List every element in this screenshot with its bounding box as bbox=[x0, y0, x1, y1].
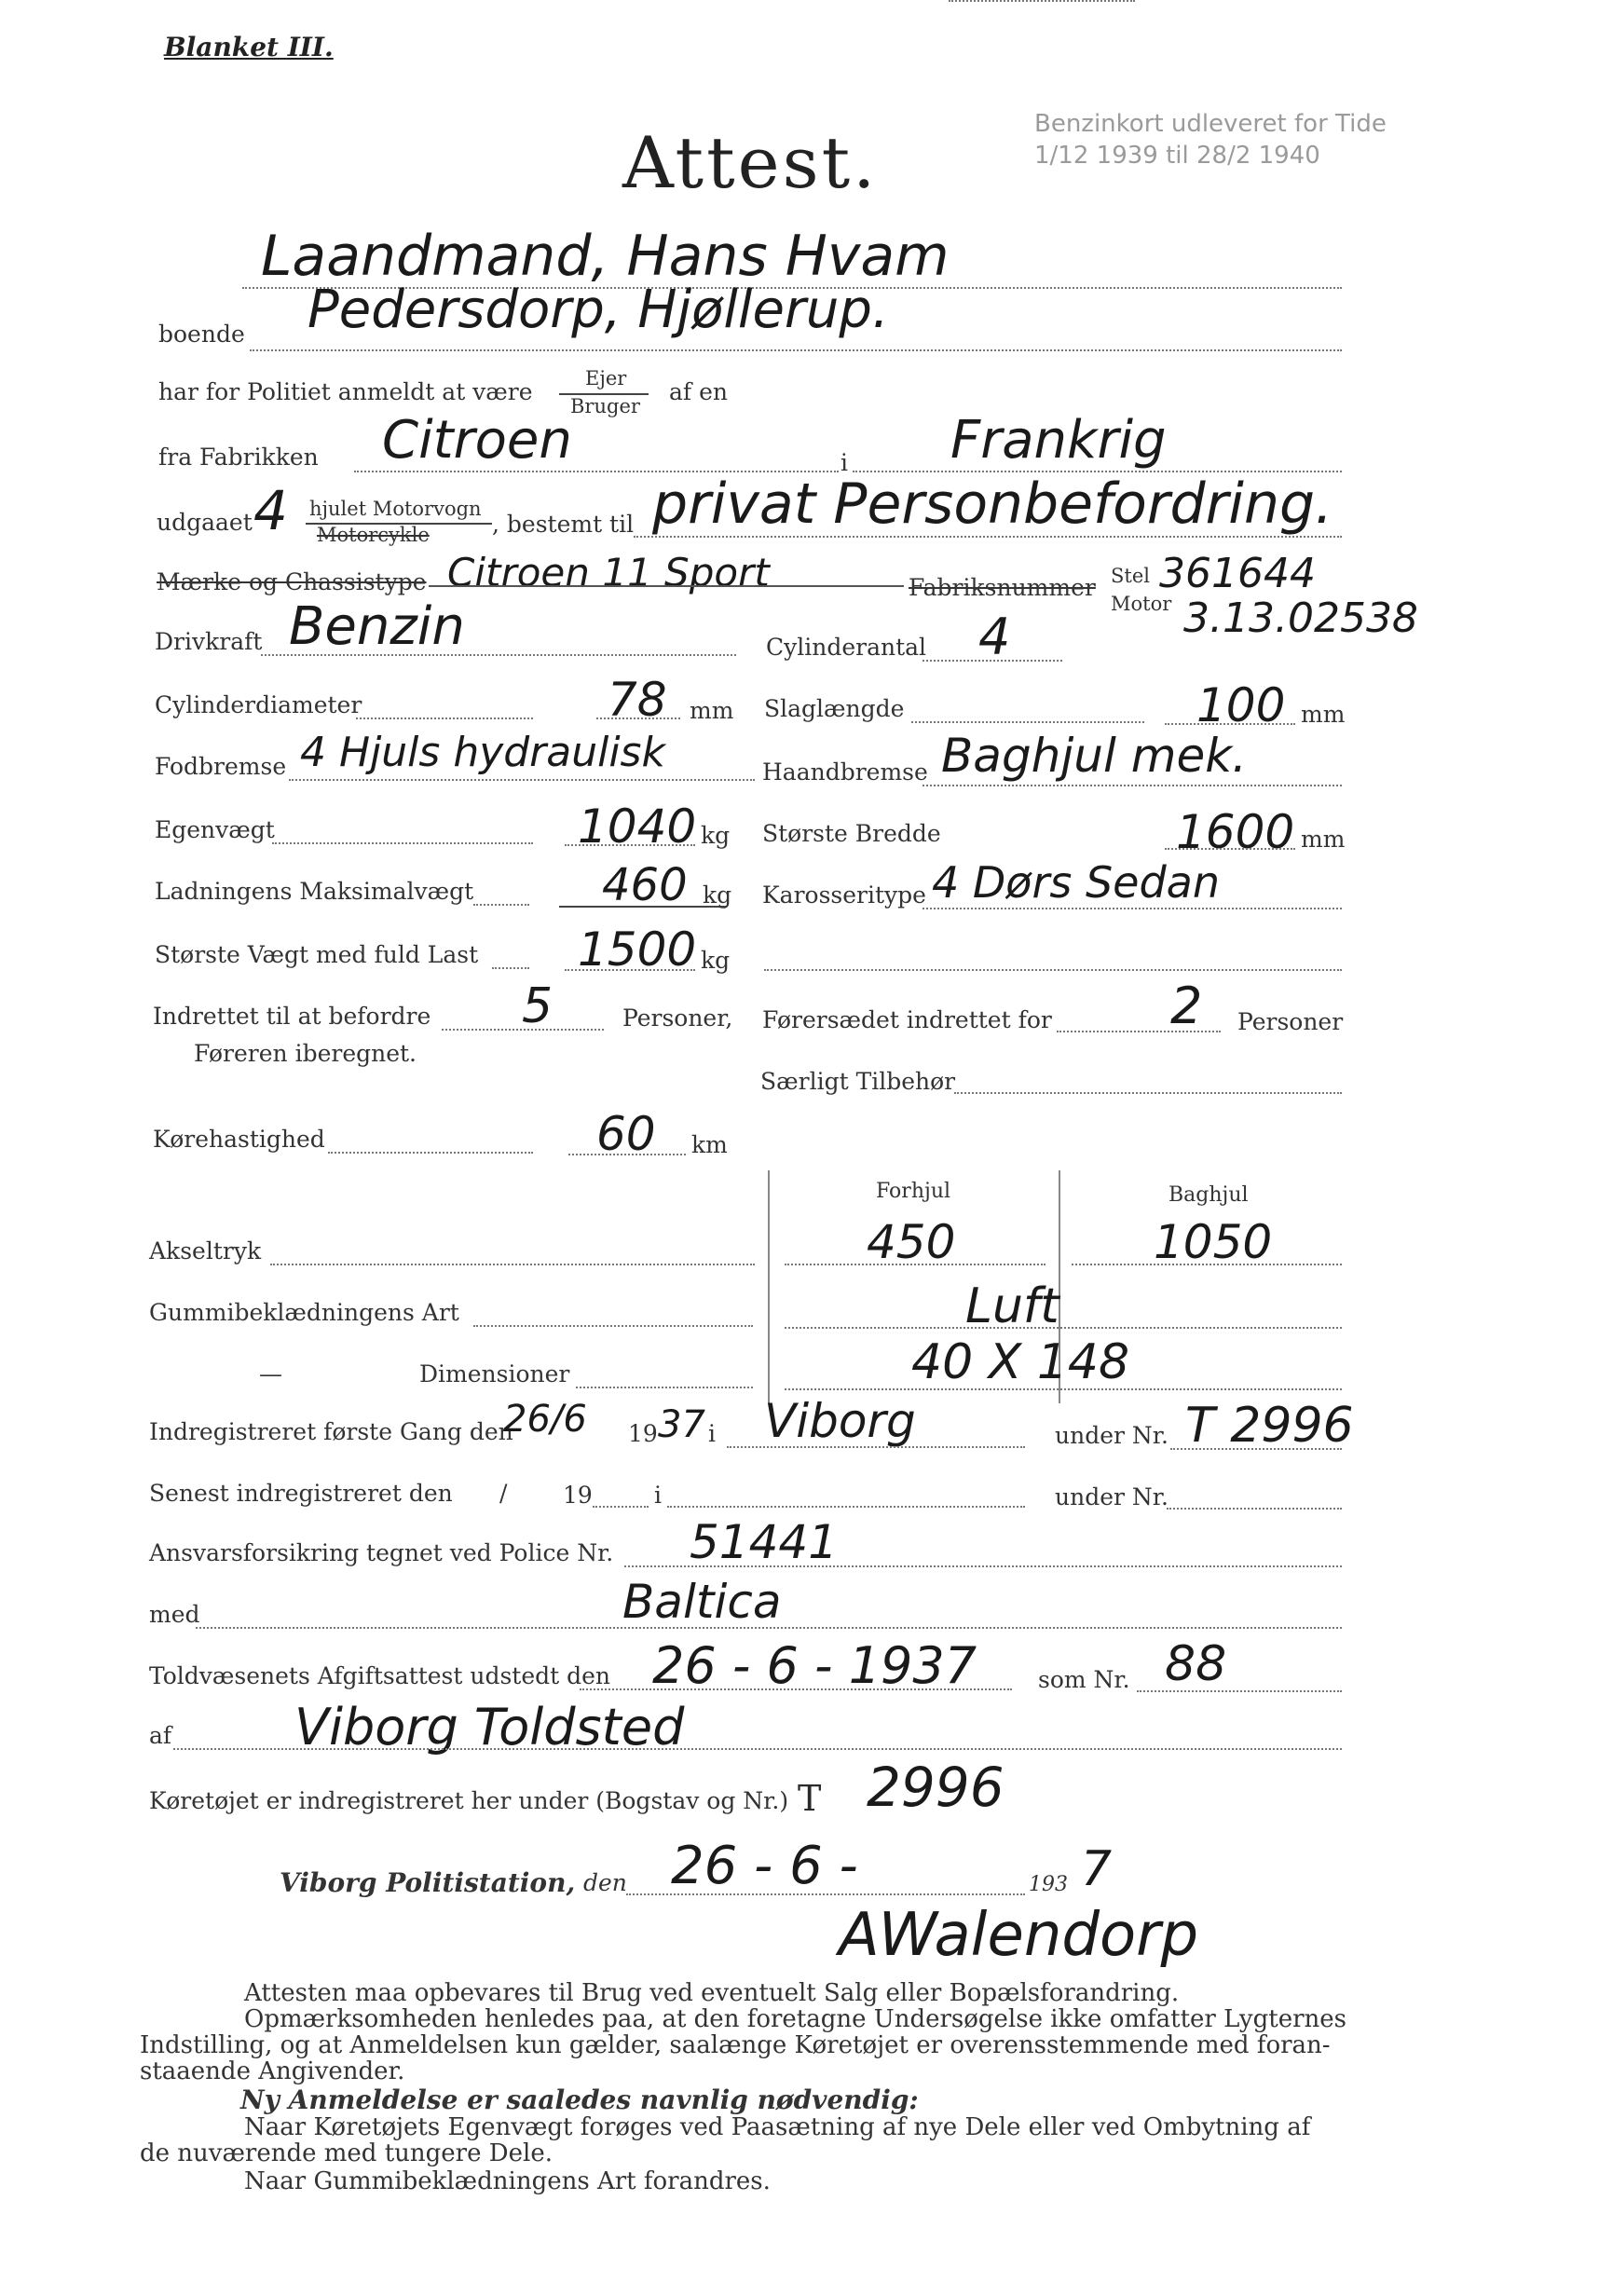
bruger-label: Bruger bbox=[570, 395, 640, 417]
notice-line2: Opmærksomheden henledes paa, at den foretagne Undersøgelse ikke omfatter Lygternes bbox=[244, 2005, 1346, 2033]
bredde-label: Største Bredde bbox=[762, 820, 941, 847]
station-label: Viborg Politistation, bbox=[280, 1867, 576, 1898]
page-title: Attest. bbox=[622, 121, 879, 204]
told-label: Toldvæsenets Afgiftsattest udstedt den bbox=[149, 1662, 611, 1689]
indrettet-label: Indrettet til at befordre bbox=[153, 1003, 431, 1030]
karosseri-value: 4 Dørs Sedan bbox=[932, 857, 1220, 908]
fodbremse-value: 4 Hjuls hydraulisk bbox=[300, 729, 665, 776]
egenvaegt-value: 1040 bbox=[578, 800, 697, 854]
slaglaengde-label: Slaglængde bbox=[764, 695, 905, 722]
udgaaet-label: udgaaet bbox=[157, 509, 253, 536]
af-en-label: af en bbox=[669, 378, 729, 405]
storste-vaegt-value: 1500 bbox=[578, 922, 697, 977]
baghjul-value: 1050 bbox=[1154, 1215, 1273, 1269]
gummi-value: Luft bbox=[965, 1278, 1059, 1334]
stel-label: Stel bbox=[1111, 565, 1150, 587]
benzin-stamp-line2: 1/12 1939 til 28/2 1940 bbox=[1034, 142, 1320, 170]
fabrik-i-label: i bbox=[840, 449, 848, 476]
bestemt-label: , bestemt til bbox=[492, 511, 635, 538]
som-nr-label: som Nr. bbox=[1038, 1666, 1130, 1693]
motor-value: 3.13.02538 bbox=[1183, 594, 1418, 642]
korehast-km-unit: km bbox=[691, 1131, 728, 1158]
indrettet-personer: Personer, bbox=[622, 1004, 733, 1032]
owner-name: Laandmand, Hans Hvam bbox=[261, 224, 950, 289]
bredde-value: 1600 bbox=[1176, 805, 1295, 859]
dimension-value: 40 X 148 bbox=[911, 1334, 1130, 1390]
maerke-value: Citroen 11 Sport bbox=[447, 550, 770, 595]
korehastighed-label: Kørehastighed bbox=[153, 1126, 325, 1153]
haandbremse-value: Baghjul mek. bbox=[941, 729, 1248, 783]
bredde-mm-unit: mm bbox=[1301, 826, 1346, 853]
station-date-value: 26 - 6 - bbox=[671, 1836, 858, 1896]
af-value: Viborg Toldsted bbox=[294, 1698, 685, 1756]
motorcykle-label: Motorcykle bbox=[317, 524, 430, 546]
senest-year-prefix: 19 bbox=[563, 1482, 593, 1509]
fabrik-value: Citroen bbox=[382, 410, 572, 471]
forste-i-label: i bbox=[708, 1420, 716, 1447]
motor-label: Motor bbox=[1111, 593, 1172, 615]
fodbremse-label: Fodbremse bbox=[155, 753, 287, 780]
koretoj-value: 2996 bbox=[867, 1756, 1004, 1819]
station-year: 193 bbox=[1029, 1873, 1068, 1896]
korehastighed-value: 60 bbox=[596, 1107, 656, 1161]
fabrik-label: fra Fabrikken bbox=[158, 444, 319, 471]
forersaede-value: 2 bbox=[1170, 977, 1203, 1035]
notice-line5: Naar Køretøjets Egenvægt forøges ved Paasætning af nye Dele eller ved Ombytning af bbox=[244, 2113, 1311, 2141]
forste-under-nr-label: under Nr. bbox=[1055, 1422, 1168, 1449]
senest-i-label: i bbox=[654, 1482, 662, 1509]
notice-line7: Naar Gummibeklædningens Art forandres. bbox=[244, 2167, 771, 2195]
slaglaengde-value: 100 bbox=[1196, 678, 1286, 732]
drivkraft-value: Benzin bbox=[289, 596, 465, 657]
senest-slash: / bbox=[499, 1480, 508, 1507]
fabriksnummer-label: Fabriksnummer bbox=[909, 574, 1096, 601]
forste-gang-label: Indregistreret første Gang den bbox=[149, 1418, 513, 1445]
cylinderdiameter-value: 78 bbox=[608, 673, 667, 727]
notice-line4: staaende Angivender. bbox=[140, 2057, 405, 2085]
boende-value: Pedersdorp, Hjøllerup. bbox=[308, 280, 889, 340]
akseltryk-label: Akseltryk bbox=[149, 1237, 262, 1264]
slag-mm-unit: mm bbox=[1301, 701, 1346, 728]
station-year-value: 7 bbox=[1081, 1841, 1113, 1897]
egenvaegt-label: Egenvægt bbox=[155, 816, 275, 843]
notice-line7-cut bbox=[244, 2167, 803, 2195]
forste-year-value: 37 bbox=[658, 1403, 705, 1446]
haandbremse-label: Haandbremse bbox=[762, 758, 928, 786]
stel-value: 361644 bbox=[1159, 550, 1316, 597]
ansvar-label: Ansvarsforsikring tegnet ved Police Nr. bbox=[149, 1539, 614, 1566]
storste-vaegt-label: Største Vægt med fuld Last bbox=[155, 941, 479, 968]
police-signature: AWalendorp bbox=[839, 1901, 1199, 1970]
egenvaegt-kg-unit: kg bbox=[701, 822, 731, 849]
country-value: Frankrig bbox=[950, 410, 1167, 471]
forste-year-prefix: 19 bbox=[628, 1420, 658, 1447]
cylinderantal-value: 4 bbox=[978, 608, 1011, 666]
karosseri-label: Karosseritype bbox=[762, 882, 926, 909]
wheels-value: 4 bbox=[253, 479, 288, 542]
ansvar-value: 51441 bbox=[690, 1515, 839, 1569]
baghjul-header: Baghjul bbox=[1168, 1183, 1249, 1207]
boende-label: boende bbox=[158, 321, 245, 348]
saerligt-label: Særligt Tilbehør bbox=[760, 1068, 956, 1095]
ladning-value: 460 bbox=[602, 859, 688, 911]
som-nr-value: 88 bbox=[1165, 1636, 1227, 1692]
storste-vaegt-kg-unit: kg bbox=[701, 947, 731, 974]
notice-heading: Ny Anmeldelse er saaledes navnlig nødvendig: bbox=[240, 2084, 919, 2115]
senest-label: Senest indregistreret den bbox=[149, 1480, 453, 1507]
cylinderdiameter-label: Cylinderdiameter bbox=[155, 691, 362, 718]
koretoj-letter: T bbox=[798, 1778, 822, 1819]
af-label: af bbox=[149, 1722, 172, 1749]
forhjul-header: Forhjul bbox=[876, 1180, 951, 1203]
koretoj-label: Køretøjet er indregistreret her under (Bogstav og Nr.) bbox=[149, 1787, 789, 1814]
indrettet-value: 5 bbox=[522, 978, 554, 1034]
forersaede-label: Førersædet indrettet for bbox=[762, 1006, 1052, 1033]
forste-date-value: 26/6 bbox=[503, 1398, 587, 1441]
ladning-kg-unit: kg bbox=[703, 882, 732, 909]
dimension-dash: — bbox=[259, 1360, 282, 1387]
forste-place-value: Viborg bbox=[764, 1394, 916, 1448]
ladning-label: Ladningens Maksimalvægt bbox=[155, 878, 474, 905]
forste-nr-value: T 2996 bbox=[1185, 1398, 1354, 1454]
med-value: Baltica bbox=[622, 1575, 782, 1629]
cyldiam-mm-unit: mm bbox=[690, 697, 734, 724]
gummi-label: Gummibeklædningens Art bbox=[149, 1299, 459, 1326]
drivkraft-label: Drivkraft bbox=[155, 628, 263, 655]
dimension-label: Dimensioner bbox=[419, 1360, 570, 1387]
anmeldt-label: har for Politiet anmeldt at være bbox=[158, 378, 533, 405]
maerke-label: Mærke og Chassistype bbox=[157, 568, 427, 595]
blanket-label: Blanket III. bbox=[164, 32, 334, 62]
ejer-label: Ejer bbox=[585, 367, 627, 390]
benzin-stamp-line1: Benzinkort udleveret for Tide bbox=[1034, 110, 1387, 138]
bestemt-value: privat Personbefordring. bbox=[652, 472, 1333, 537]
station-den: den bbox=[583, 1869, 627, 1896]
med-label: med bbox=[149, 1601, 200, 1628]
motorvogn-label: hjulet Motorvogn bbox=[309, 498, 482, 520]
cylinderantal-label: Cylinderantal bbox=[766, 634, 927, 661]
forersaede-personer: Personer bbox=[1237, 1008, 1344, 1035]
forhjul-value: 450 bbox=[867, 1215, 956, 1269]
notice-line3: Indstilling, og at Anmeldelsen kun gælder, saalænge Køretøjet er overensstemmende med foran- bbox=[140, 2031, 1331, 2059]
told-value: 26 - 6 - 1937 bbox=[652, 1636, 977, 1695]
notice-line1: Attesten maa opbevares til Brug ved eventuelt Salg eller Bopælsforandring. bbox=[244, 1979, 1180, 2007]
notice-line6: de nuværende med tungere Dele. bbox=[140, 2139, 553, 2167]
foreren-label: Føreren iberegnet. bbox=[194, 1040, 417, 1067]
senest-under-nr-label: under Nr. bbox=[1055, 1483, 1168, 1510]
